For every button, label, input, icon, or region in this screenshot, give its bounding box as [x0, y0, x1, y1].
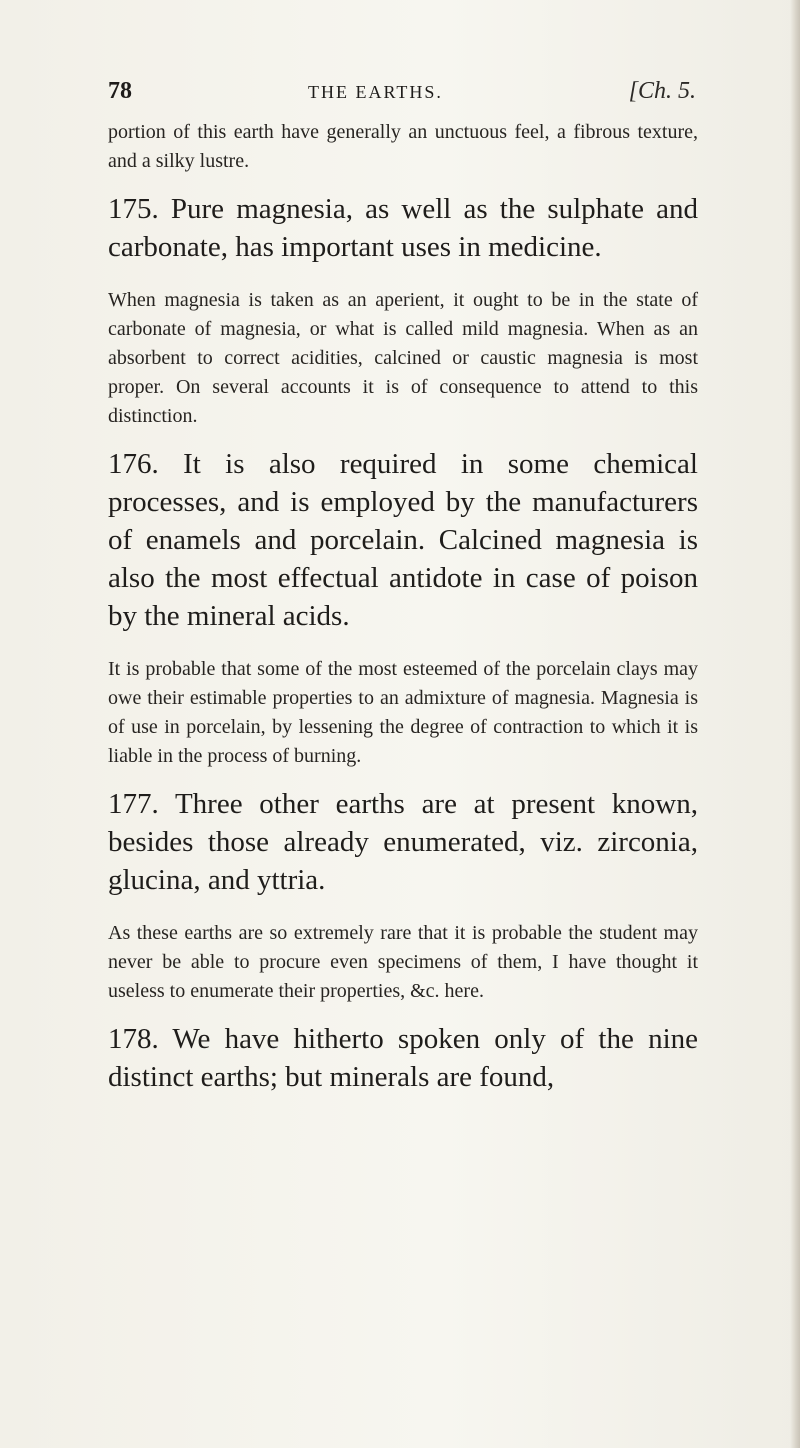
- section-177: 177. Three other earths are at present known, besides those already enumerated, viz. zirconia, glucina, and yttria.: [108, 788, 698, 896]
- page-number: 78: [108, 78, 132, 104]
- note-175: When magnesia is taken as an aperient, it ought to be in the state of carbonate of magnesia, or what is called mild magnesia. When as an absorbent to correct acidities, calcined or caustic magnesia is most proper. On several accounts it is of consequence to attend to this distinction.: [108, 289, 698, 427]
- page-header: [108, 78, 696, 118]
- page-body: [108, 118, 698, 1096]
- chapter-reference: [Ch. 5.: [628, 78, 696, 104]
- section-176: 176. It is also required in some chemical processes, and is employed by the manufacturers of enamels and porcelain. Calcined magnesia is also the most effectual antidote in case of poison by the mineral acids.: [108, 448, 698, 632]
- paragraph-continuation: portion of this earth have generally an unctuous feel, a fibrous texture, and a silky lustre.: [108, 121, 698, 172]
- section-178: 178. We have hitherto spoken only of the nine distinct earths; but minerals are found,: [108, 1023, 698, 1093]
- note-176: It is probable that some of the most esteemed of the porcelain clays may owe their estimable properties to an admixture of magnesia. Magnesia is of use in porcelain, by lessening the degree of contraction to which it is liable in the process of burning.: [108, 658, 698, 767]
- running-head: THE EARTHS.: [308, 82, 443, 102]
- page-edge: [790, 0, 800, 1448]
- section-175: 175. Pure magnesia, as well as the sulphate and carbonate, has important uses in medicine.: [108, 193, 698, 263]
- note-177: As these earths are so extremely rare that it is probable the student may never be able to procure even specimens of them, I have thought it useless to enumerate their properties, &c. here.: [108, 922, 698, 1002]
